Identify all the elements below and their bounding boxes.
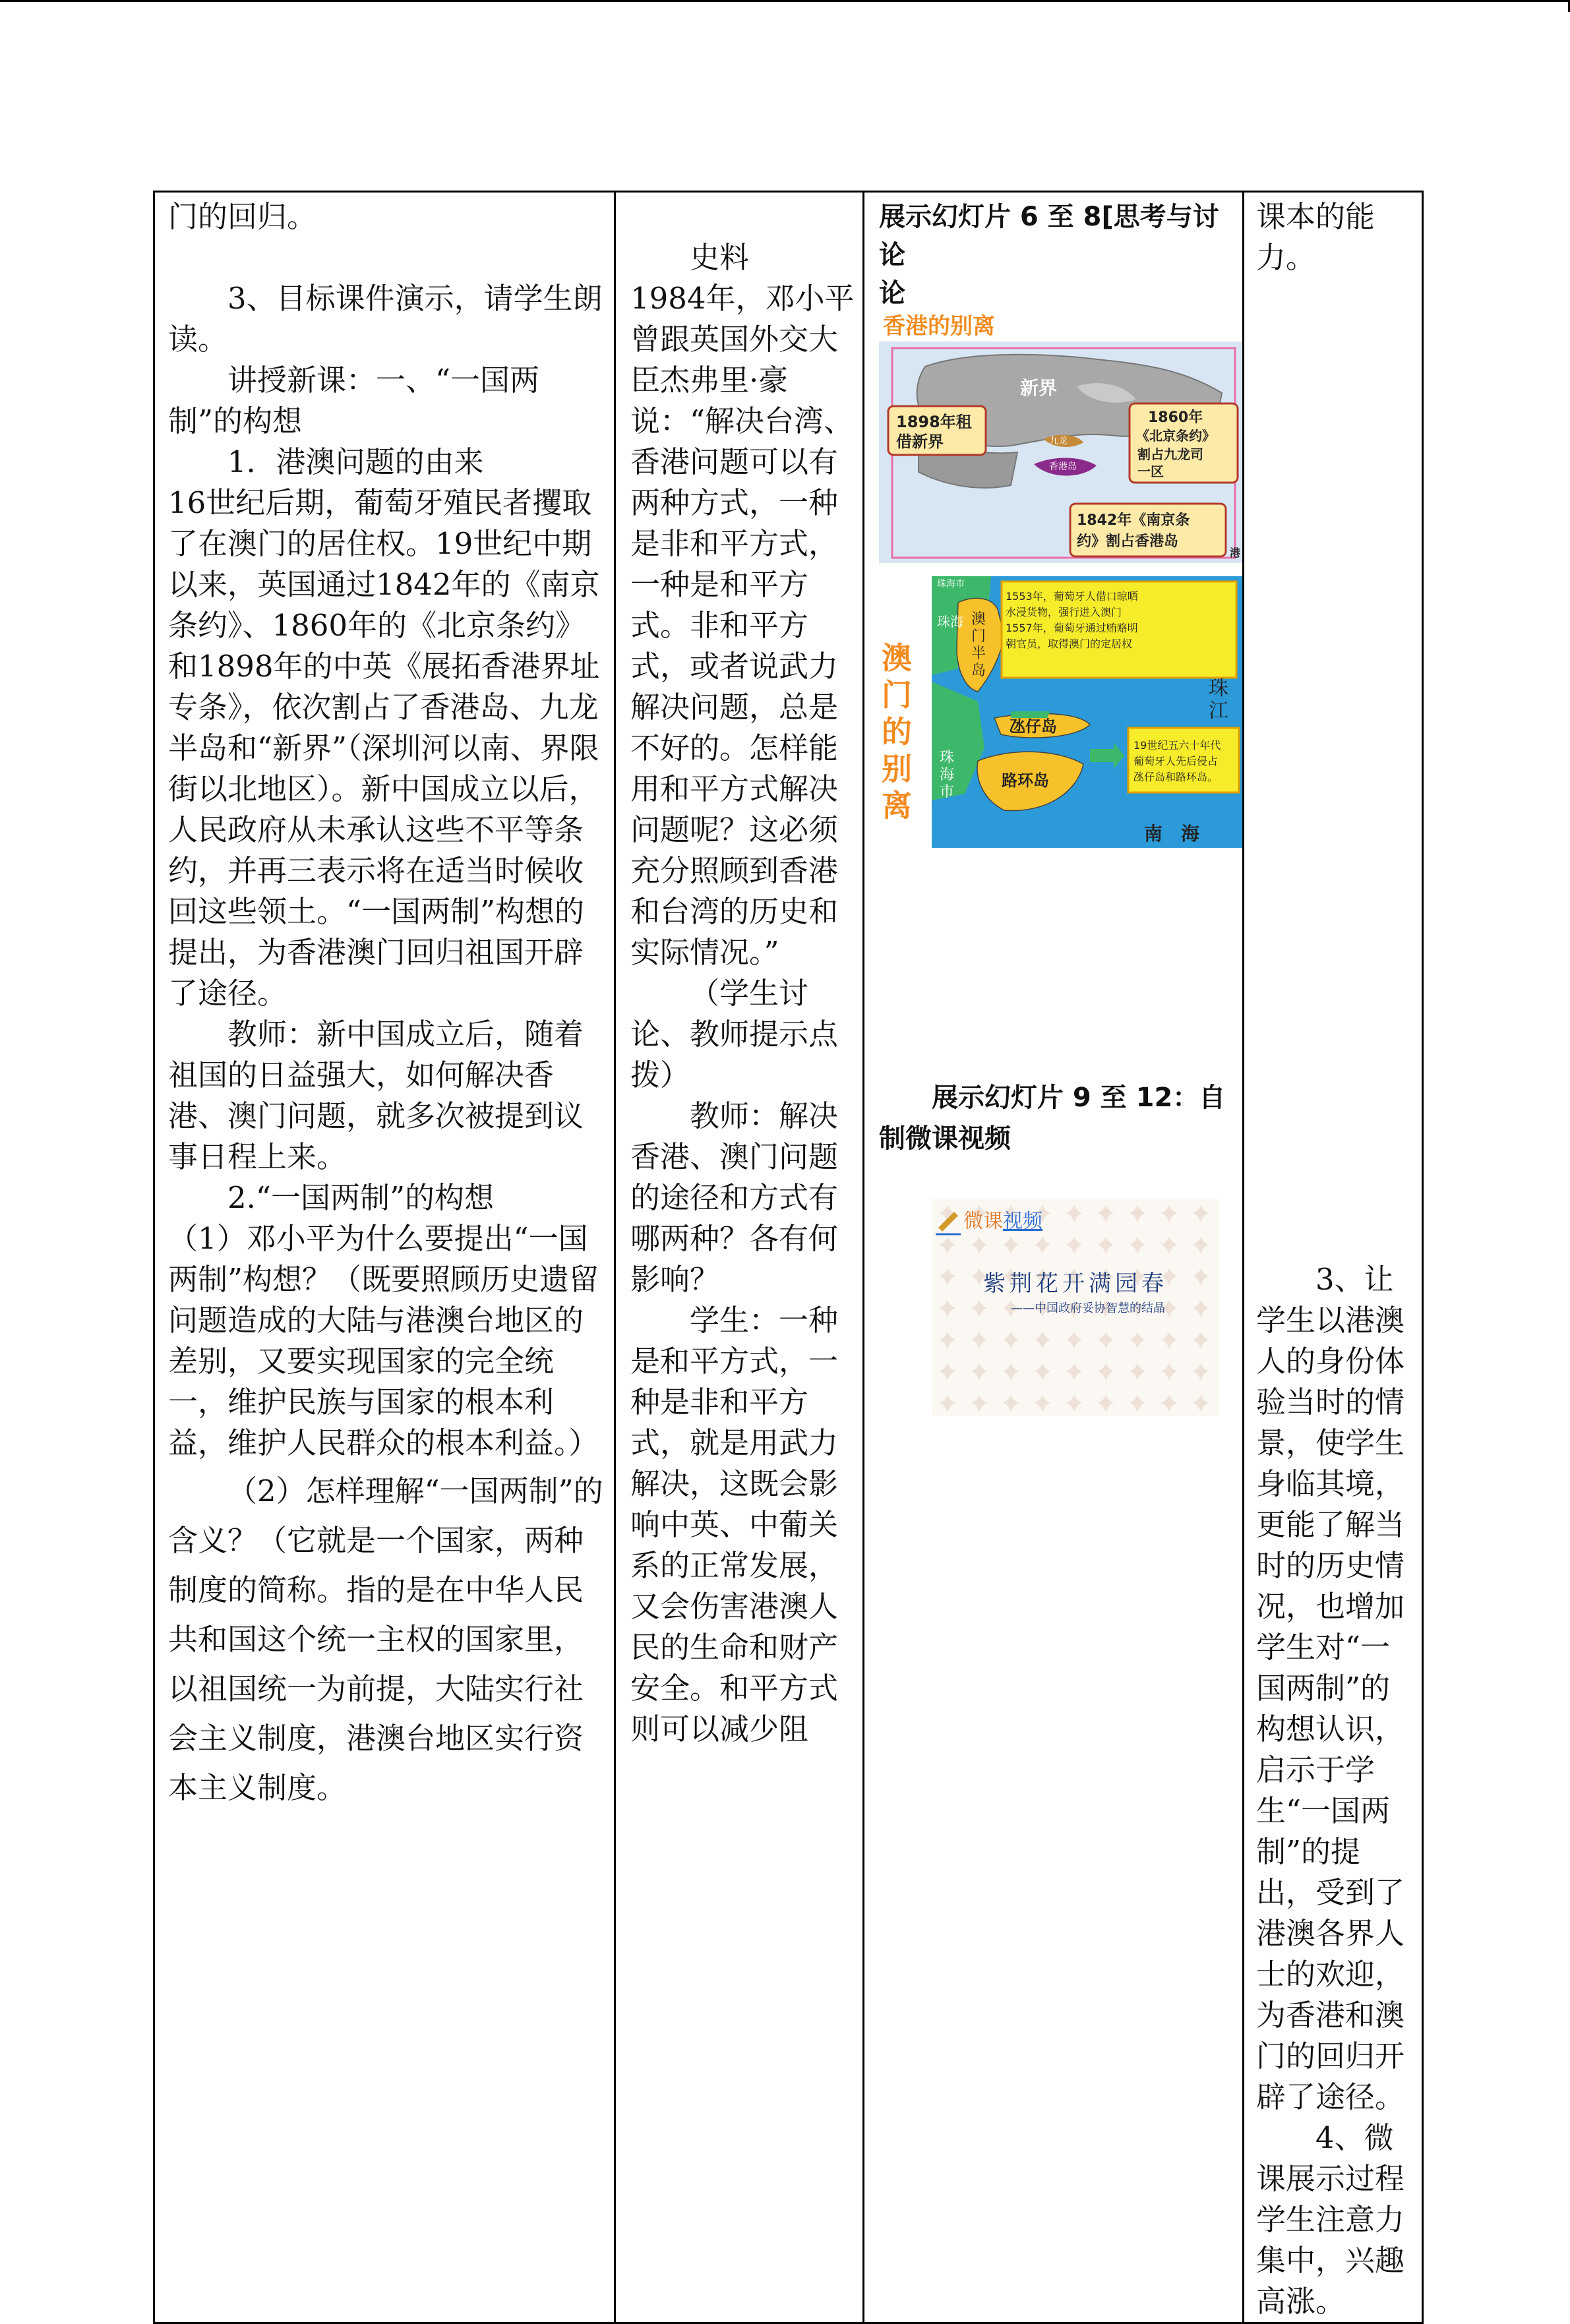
zhuhai-top-label: 珠海市 [937,579,965,589]
macau-note1-line4: 朝官员，取得澳门的定居权 [1006,638,1133,650]
intent-item-3: 3、让学生以港澳人的身份体验当时的情景，使学生身临其境，更能了解当时的历史情况，也增加学生对“一国两制”的构想认识，启示于学生“一国两制”的提出，受到了港澳各界人士的欢迎，为香港和澳门的回归开辟了途径。 [1256,1262,1405,2114]
video-subtitle: ——中国政府妥协智慧的结晶 [1011,1301,1165,1315]
materials-cell [615,192,864,2323]
slides-6-8-label-wrap: 论 [879,278,905,309]
intent-item-4: 4、微课展示过程学生注意力集中，兴趣高涨。 [1256,2120,1405,2319]
slides-6-8-label: 展示幻灯片 6 至 8[思考与讨论 [879,202,1219,270]
video-title: 紫荆花开满园春 [983,1270,1168,1297]
label-1898-line1: 1898年租 [896,413,972,431]
peninsula-3: 半 [971,645,986,662]
zhuhai-bottom-2: 海 [940,767,955,783]
label-1860-line3: 割占九龙司 [1137,446,1203,462]
label-1860-line2: 《北京条约》 [1136,428,1215,444]
hk-corner-label: 港 [1230,547,1241,559]
student-answer: 学生：一种是和平方式，一种是非和平方式，就是用武力解决，这既会影响中英、中葡关系的正常发展，又会伤害港澳人民的生命和财产安全。和平方式则可以减少阻 [630,1303,839,1746]
hong-kong-map-image [879,314,1244,563]
subheading-origin: 1．港澳问题的由来 [227,444,484,479]
label-1898-line2: 借新界 [896,432,944,451]
design-intent-cell [1244,192,1423,2323]
page-top-border [0,0,1570,2]
south-sea-label: 南 海 [1144,823,1200,845]
video-tag-micro: 微课 [963,1210,1003,1233]
macau-note1-line2: 水浸货物，强行进入澳门 [1006,606,1122,618]
hk-island-label: 香港岛 [1049,462,1077,472]
lesson-plan-table [153,191,1424,2324]
macau-note1-line1: 1553年，葡萄牙人借口晾晒 [1006,590,1138,603]
hk-map-title: 香港的别离 [883,314,995,340]
label-1860-line4: 一区 [1137,463,1164,479]
media-cell [864,192,1244,2323]
macau-title-char-4: 别 [882,751,912,787]
micro-lesson-video-thumbnail[interactable] [932,1199,1219,1416]
question-2: （2）怎样理解“一国两制”的含义？（它就是一个国家，两种制度的简称。指的是在中华人民共和国这个统一主权的国家里，以祖国统一为前提，大陆实行社会主义制度，港澳台地区实行资本主义制度。 [168,1474,603,1805]
macau-map-image [879,576,1244,848]
macau-title-char-5: 离 [882,788,912,823]
intent-top-text: 课本的能力。 [1256,199,1375,275]
zhuhai-left-label: 珠海 [937,614,963,630]
label-1842-line2: 约》割占香港岛 [1077,533,1179,550]
teacher-question: 教师：解决香港、澳门问题的途径和方式有哪两种？各有何影响？ [630,1098,839,1297]
new-territories-label: 新界 [1020,377,1058,399]
deng-quote: 1984年，邓小平曾跟英国外交大臣杰弗里·豪说：“解决台湾、香港问题可以有两种方式，一种是非和平方式，一种是和平方式。非和平方式，或者说武力解决问题，总是不好的。怎样能用和平方式解决问题呢？这必须充分照顾到香港和台湾的历史和实际情况。” [630,281,855,970]
peninsula-4: 岛 [971,663,986,679]
step-3-text: 3、目标课件演示，请学生朗读。 [168,281,603,357]
video-tag-video: 视频 [1003,1210,1042,1233]
materials-title: 史料 [690,240,750,275]
slides-9-12-label-wrap: 制微课视频 [879,1123,1011,1154]
macau-note2-line3: 氹仔岛和路环岛。 [1133,771,1219,783]
macau-note1-line3: 1557年，葡萄牙通过贿赂明 [1006,622,1138,634]
label-1860-line1: 1860年 [1148,409,1203,426]
kowloon-label: 九龙 [1049,436,1068,446]
zhuhai-bottom-3: 市 [940,784,955,800]
peninsula-2: 门 [971,628,986,645]
peninsula-1: 澳 [971,611,986,628]
pearl-river-1: 珠 [1209,677,1228,700]
teaching-process-cell [154,192,615,2323]
macau-title-char-2: 门 [882,677,912,713]
question-1: （1）邓小平为什么要提出“一国两制”构想？（既要照顾历史遗留问题造成的大陆与港澳台地区的差别，又要实现国家的完全统一，维护民族与国家的根本利益，维护人民群众的根本利益。） [168,1221,599,1460]
macau-note2-line2: 葡萄牙人先后侵占 [1133,755,1219,767]
continued-text: 门的回归。 [168,199,317,234]
pearl-river-2: 江 [1209,700,1228,723]
teacher-paragraph: 教师：新中国成立后，随着祖国的日益强大，如何解决香港、澳门问题，就多次被提到议事日程上来。 [168,1017,584,1174]
coloane-label: 路环岛 [1002,771,1049,790]
macau-note2-line1: 19世纪五六十年代 [1133,739,1221,752]
discussion-note: （学生讨论、教师提示点拨） [630,976,839,1092]
new-lesson-heading: 讲授新课：一、“一国两制”的构想 [168,363,540,438]
subheading-concept: 2.“一国两制”的构想 [227,1180,494,1215]
history-paragraph: 16世纪后期，葡萄牙殖民者攫取了在澳门的居住权。19世纪中期以来，英国通过1842年的《南京条约》、1860年的《北京条约》和1898年的中英《展拓香港界址专条》，依次割占了香港岛、九龙半岛和“新界”（深圳河以南、界限街以北地区）。新中国成立以后，人民政府从未承认这些不平等条约，并再三表示将在适当时候收回这些领土。“一国两制”构想的提出，为香港澳门回归祖国开辟了途径。 [168,485,600,1011]
macau-title-char-3: 的 [882,714,912,750]
macau-title-char-1: 澳 [882,640,912,676]
taipa-label: 氹仔岛 [1010,717,1057,736]
zhuhai-bottom-1: 珠 [940,750,955,766]
slides-9-12-label: 展示幻灯片 9 至 12：自 [932,1083,1226,1113]
label-1842-line1: 1842年《南京条 [1077,512,1190,529]
